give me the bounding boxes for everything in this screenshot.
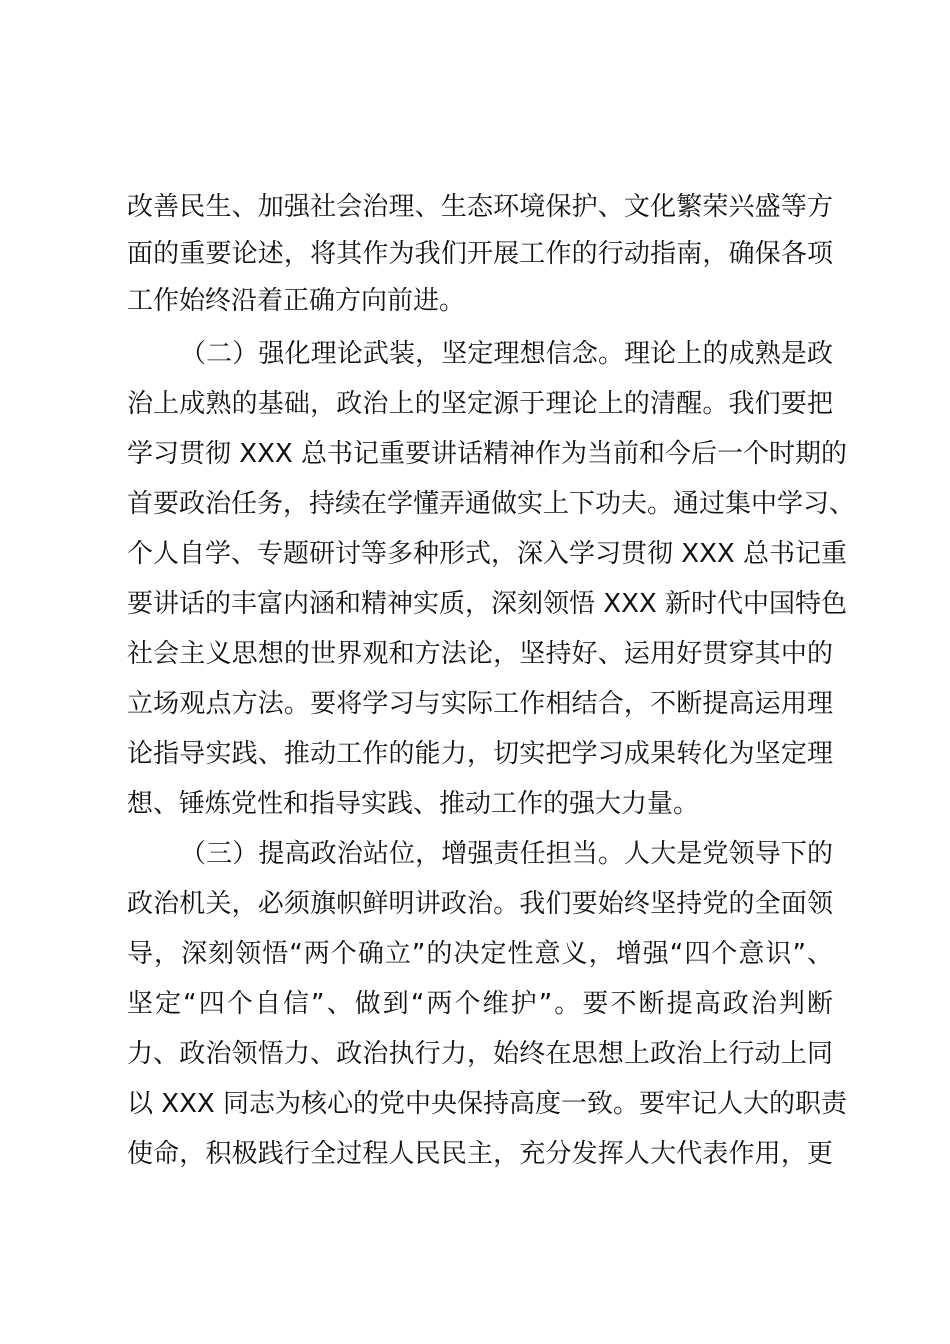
- section-heading-line: （二）强化理论武装，坚定理想信念。理论上的成熟是政: [180, 339, 833, 369]
- body-text-line: 力、政治领悟力、政治执行力，始终在思想上政治上行动上同: [127, 1039, 833, 1069]
- section-heading-line: （三）提高政治站位，增强责任担当。人大是党领导下的: [180, 839, 833, 869]
- body-text-line: 工作始终沿着正确方向前进。: [127, 286, 466, 316]
- body-text-line: 改善民生、加强社会治理、生态环境保护、文化繁荣兴盛等方: [127, 192, 833, 222]
- body-text-line: 政治机关，必须旗帜鲜明讲政治。我们要始终坚持党的全面领: [127, 889, 833, 919]
- body-text-line: 想、锤炼党性和指导实践、推动工作的强大力量。: [127, 789, 700, 819]
- body-text-line: 首要政治任务，持续在学懂弄通做实上下功夫。通过集中学习、: [127, 489, 856, 519]
- body-text-line: 学习贯彻 XXX 总书记重要讲话精神作为当前和今后一个时期的: [127, 439, 847, 469]
- body-text-line: 坚定“四个自信”、做到“两个维护”。要不断提高政治判断: [127, 989, 833, 1019]
- body-text-line: 使命，积极践行全过程人民民主，充分发挥人大代表作用，更: [127, 1139, 833, 1169]
- body-text-line: 社会主义思想的世界观和方法论，坚持好、运用好贯穿其中的: [127, 639, 833, 669]
- body-text-line: 要讲话的丰富内涵和精神实质，深刻领悟 XXX 新时代中国特色: [127, 589, 847, 619]
- body-text-line: 以 XXX 同志为核心的党中央保持高度一致。要牢记人大的职责: [127, 1089, 847, 1119]
- body-text-line: 个人自学、专题研讨等多种形式，深入学习贯彻 XXX 总书记重: [127, 539, 847, 569]
- body-text-line: 论指导实践、推动工作的能力，切实把学习成果转化为坚定理: [127, 739, 833, 769]
- body-text-line: 导，深刻领悟“两个确立”的决定性意义，增强“四个意识”、: [127, 939, 833, 969]
- body-text-line: 治上成熟的基础，政治上的坚定源于理论上的清醒。我们要把: [127, 389, 833, 419]
- body-text-line: 立场观点方法。要将学习与实际工作相结合，不断提高运用理: [127, 689, 833, 719]
- body-text-line: 面的重要论述，将其作为我们开展工作的行动指南，确保各项: [127, 239, 833, 269]
